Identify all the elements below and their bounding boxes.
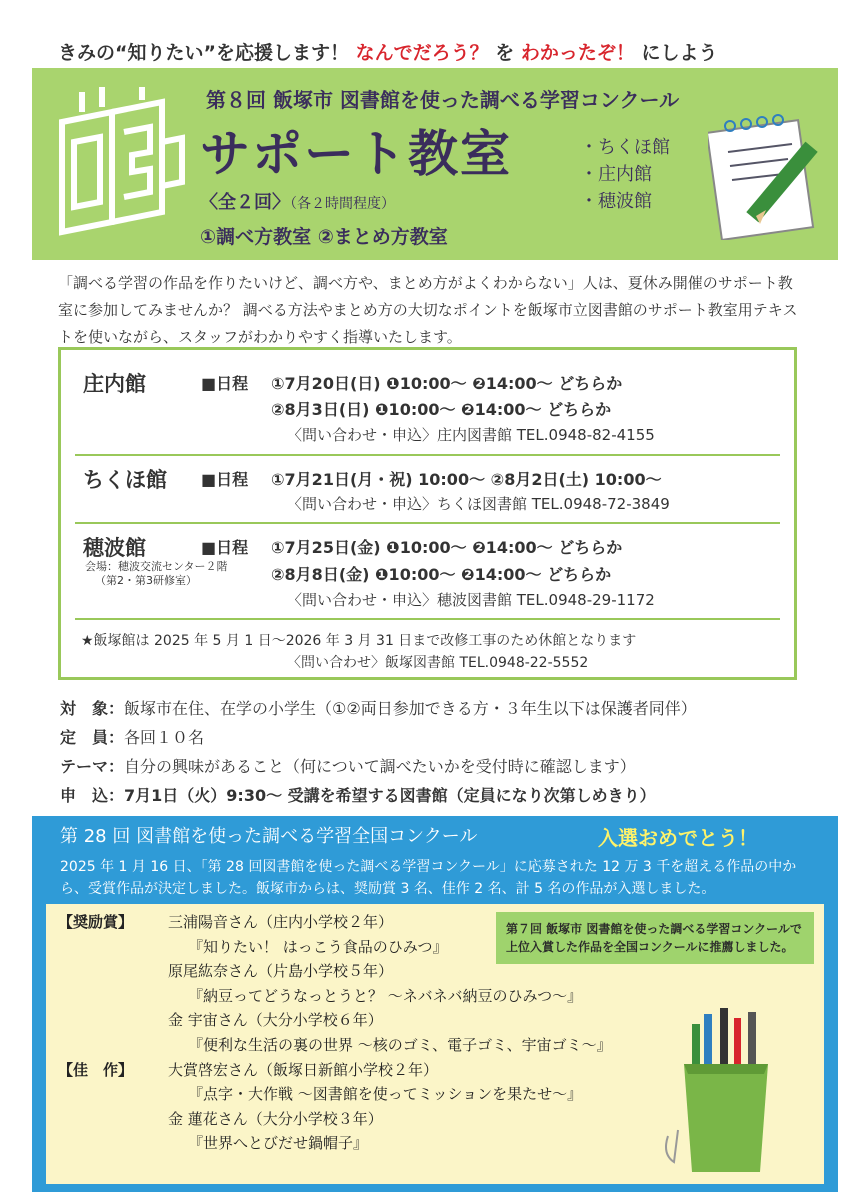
honami-venue-rooms: （第2・第3研修室）	[95, 574, 197, 587]
contest-subtitle: 第８回 飯塚市 図書館を使った調べる学習コンクール	[206, 88, 680, 112]
work-title: 『便利な生活の裏の世界 ～核のゴミ、電子ゴミ、宇宙ゴミ～』	[188, 1035, 612, 1054]
branch-item: ・穂波館	[580, 191, 652, 212]
divider	[75, 618, 780, 620]
info-row-target	[60, 694, 820, 723]
winner-name: 金 宇宙さん（大分小学校６年）	[168, 1011, 383, 1030]
shonai-date-2: ②8月3日(日) ❶10:00～ ❷14:00～ どちらか	[271, 400, 612, 419]
award-section	[32, 816, 838, 1192]
session-count-main: 〈全２回〉	[200, 192, 290, 213]
info-list	[60, 694, 820, 810]
tagline-part5: にしよう	[641, 42, 718, 64]
tagline-part2: なんでだろう？	[355, 42, 489, 64]
info-label: 定 員：	[60, 728, 125, 747]
branch-name-honami: 穂波館	[83, 536, 146, 560]
award-category: 【佳 作】	[58, 1060, 134, 1079]
info-row-application	[60, 781, 820, 810]
branch-name-shonai: 庄内館	[83, 372, 146, 396]
honami-date-2: ②8月8日(金) ❶10:00～ ❷14:00～ どちらか	[271, 565, 612, 584]
work-title: 『世界へとびだせ鍋帽子』	[188, 1134, 369, 1153]
info-value: 7月1日（火）9:30～ 受講を希望する図書館（定員になり次第しめきり）	[124, 786, 656, 805]
chikuho-dates: ①7月21日(月・祝) 10:00～ ②8月2日(土) 10:00～	[271, 470, 662, 489]
info-row-capacity	[60, 723, 820, 752]
winner-name: 原尾紘奈さん（片島小学校５年）	[168, 962, 394, 981]
tagline-part3: を	[495, 42, 515, 64]
award-heading: 第 28 回 図書館を使った調べる学習全国コンクール	[60, 826, 478, 847]
tagline-part4: わかったぞ！	[520, 42, 635, 64]
shonai-contact: 〈問い合わせ・申込〉庄内図書館 TEL.0948-82-4155	[287, 426, 655, 444]
tagline	[58, 38, 818, 65]
info-label: テーマ：	[60, 757, 125, 776]
schedule-box	[58, 347, 797, 680]
divider	[75, 454, 780, 456]
page-title: サポート教室	[200, 125, 512, 183]
schedule-label: ■日程	[201, 538, 249, 557]
work-title: 『納豆ってどうなっとうと？ ～ネバネバ納豆のひみつ～』	[188, 986, 583, 1005]
session-count	[200, 188, 395, 214]
winner-name: 金 蓮花さん（大分小学校３年）	[168, 1109, 383, 1128]
winners-panel	[46, 904, 824, 1184]
divider	[75, 522, 780, 524]
work-title: 『点字・大作戦 ～図書館を使ってミッションを果たせ～』	[188, 1085, 583, 1104]
tagline-part1: きみの“知りたい”を応援します！	[58, 42, 349, 64]
branch-name-chikuho: ちくほ館	[83, 468, 167, 492]
award-description: 2025 年 1 月 16 日、「第 28 回図書館を使った調べる学習コンクール」に応募された 12 万 3 千を超える作品の中から、受賞作品が決定しました。飯塚市からは、奨励賞 3 名、佳作 2 名、計 5 名の作品が入選しました。	[60, 859, 797, 897]
chikuho-contact: 〈問い合わせ・申込〉ちくほ図書館 TEL.0948-72-3849	[287, 495, 670, 513]
info-value: 自分の興味があること（何について調べたいかを受付時に確認します）	[124, 757, 636, 776]
closure-notice: ★飯塚館は 2025 年 5 月 1 日～2026 年 3 月 31 日まで改修工事のため休館となります	[81, 633, 637, 649]
branch-item: ・庄内館	[580, 164, 652, 185]
session-duration: （各２時間程度）	[290, 196, 395, 212]
shonai-date-1: ①7月20日(日) ❶10:00～ ❷14:00～ どちらか	[271, 374, 623, 393]
class-list: ①調べ方教室 ②まとめ方教室	[200, 226, 448, 248]
honami-contact: 〈問い合わせ・申込〉穂波図書館 TEL.0948-29-1172	[287, 591, 655, 609]
info-label: 申 込：	[60, 786, 125, 805]
winner-name: 大賞啓宏さん（飯塚日新館小学校２年）	[168, 1060, 439, 1079]
branch-item: ・ちくほ館	[580, 137, 670, 158]
pencil-cup-icon	[664, 1004, 784, 1174]
honami-date-1: ①7月25日(金) ❶10:00～ ❷14:00～ どちらか	[271, 538, 623, 557]
winner-name: 三浦陽音さん（庄内小学校２年）	[168, 913, 394, 931]
branch-list	[580, 134, 670, 215]
info-row-theme	[60, 752, 820, 781]
info-value: 飯塚市在住、在学の小学生（①②両日参加できる方・３年生以下は保護者同伴）	[124, 699, 697, 718]
honami-venue: 会場：穂波交流センター２階	[85, 560, 228, 573]
closure-contact: 〈問い合わせ〉飯塚図書館 TEL.0948-22-5552	[287, 655, 589, 671]
award-congrats: 入選おめでとう！	[598, 826, 758, 850]
award-category: 【奨励賞】	[58, 913, 134, 931]
info-label: 対 象：	[60, 699, 125, 718]
schedule-label: ■日程	[201, 374, 249, 393]
recommendation-callout: 第７回 飯塚市 図書館を使った調べる学習コンクールで上位入賞した作品を全国コンクールに推薦しました。	[496, 912, 814, 964]
schedule-label: ■日程	[201, 470, 249, 489]
work-title: 『知りたい！ はっこう食品のひみつ』	[188, 937, 448, 956]
info-value: 各回１０名	[124, 728, 205, 747]
intro-paragraph: 「調べる学習の作品を作りたいけど、調べ方や、まとめ方がよくわからない」人は、夏休み開催のサポート教室に参加してみませんか？ 調べる方法やまとめ方の大切なポイントを飯塚市立図書館のサポート教室用テキストを使いながら、スタッフがわかりやすく指導いたします。	[58, 274, 798, 346]
header-banner	[32, 68, 838, 260]
book-logo-icon	[52, 82, 192, 252]
notepad-pencil-icon	[708, 112, 832, 240]
